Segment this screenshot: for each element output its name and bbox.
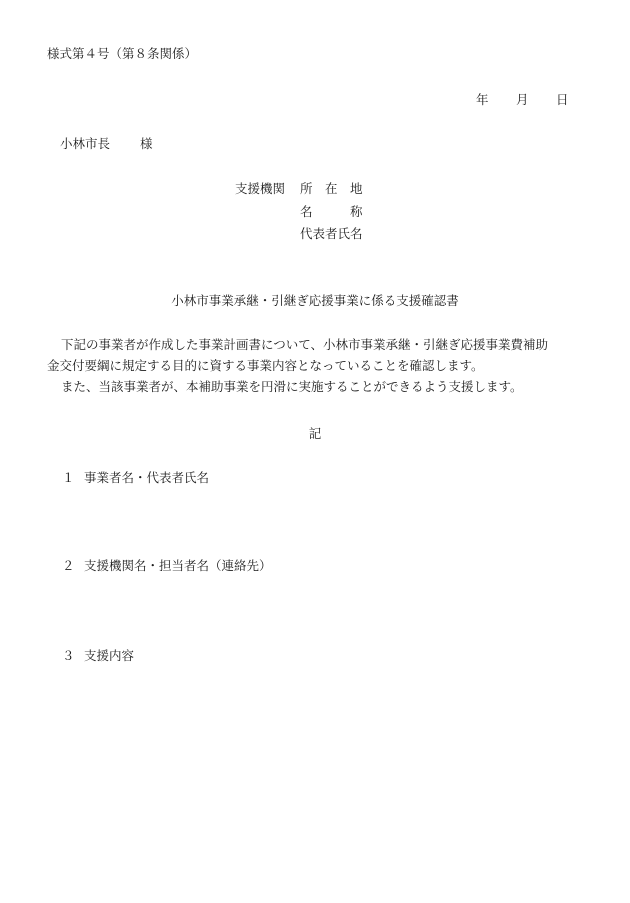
list-item: [62, 472, 209, 485]
addressee-name: 小林市長: [60, 136, 111, 151]
submitter-label: 支援機関: [235, 181, 286, 196]
form-number: 様式第４号（第８条関係）: [47, 46, 198, 61]
list-item: [62, 560, 272, 573]
name-label: 名 称: [300, 204, 363, 219]
date-day-label: 日: [556, 92, 569, 107]
address-label: 所 在 地: [300, 181, 363, 196]
paragraph1-line2: 金交付要綱に規定する目的に資する事業内容となっていることを確認します。: [47, 358, 484, 373]
item-label: 支援内容: [84, 648, 135, 663]
item-label: 支援機関名・担当者名（連絡先）: [84, 558, 272, 573]
item-number: ２: [62, 558, 75, 573]
addressee-honorific: 様: [140, 136, 153, 151]
item-label: 事業者名・代表者氏名: [84, 470, 210, 485]
date-month-label: 月: [516, 92, 529, 107]
representative-label: 代表者氏名: [300, 226, 363, 241]
body-paragraph: [47, 334, 587, 397]
item-number: ３: [62, 648, 75, 663]
date-year-label: 年: [476, 92, 489, 107]
list-item: [62, 650, 134, 663]
record-heading: 記: [308, 426, 322, 441]
item-number: １: [62, 470, 75, 485]
paragraph1-line1: 下記の事業者が作成した事業計画書について、小林市事業承継・引継ぎ応援事業費補助: [61, 337, 549, 352]
paragraph2: また、当該事業者が、本補助事業を円滑に実施することができるよう支援します。: [61, 379, 523, 394]
document-title: 小林市事業承継・引継ぎ応援事業に係る支援確認書: [171, 293, 459, 308]
